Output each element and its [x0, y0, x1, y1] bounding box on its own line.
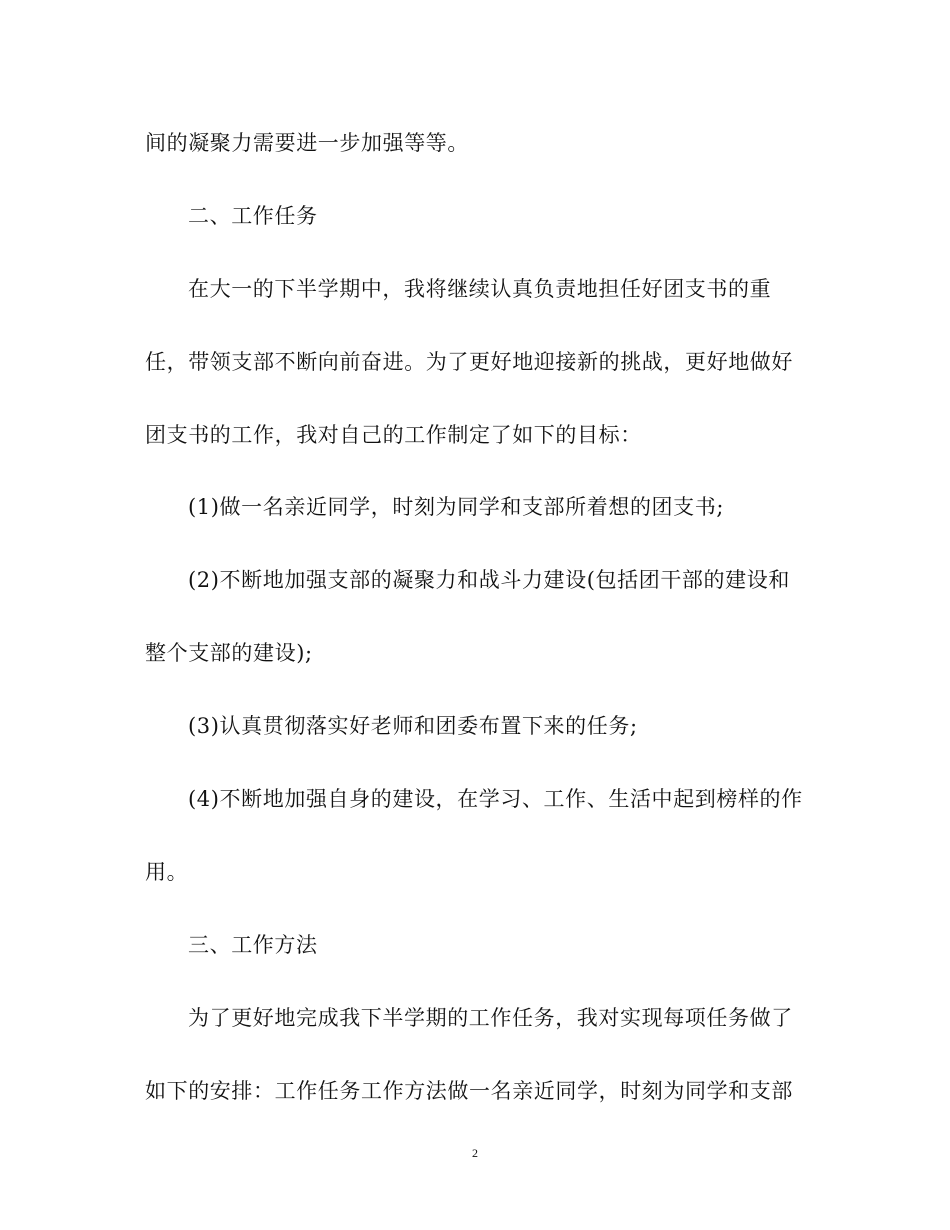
section-heading-methods: 三、工作方法 [188, 932, 318, 957]
goal-item-4: (4)不断地加强自身的建设，在学习、工作、生活中起到榜样的作 [188, 787, 803, 812]
goal-item-1: (1)做一名亲近同学，时刻为同学和支部所着想的团支书; [188, 495, 725, 520]
body-line: 在大一的下半学期中，我将继续认真负责地担任好团支书的重 [188, 276, 772, 301]
goal-item-2: (2)不断地加强支部的凝聚力和战斗力建设(包括团干部的建设和 [188, 568, 790, 593]
body-line: 团支书的工作，我对自己的工作制定了如下的目标： [145, 422, 642, 447]
body-line: 如下的安排：工作任务工作方法做一名亲近同学，时刻为同学和支部 [145, 1078, 793, 1103]
body-line: 任，带领支部不断向前奋进。为了更好地迎接新的挑战，更好地做好 [145, 349, 793, 374]
document-body [145, 118, 810, 1138]
section-heading-tasks: 二、工作任务 [188, 203, 318, 228]
goal-item-2-continued: 整个支部的建设); [145, 641, 313, 666]
page-number: 2 [472, 1146, 478, 1160]
goal-item-3: (3)认真贯彻落实好老师和团委布置下来的任务; [188, 714, 638, 739]
body-line: 间的凝聚力需要进一步加强等等。 [145, 131, 469, 155]
goal-item-4-continued: 用。 [145, 859, 189, 884]
body-line: 为了更好地完成我下半学期的工作任务，我对实现每项任务做了 [188, 1005, 793, 1030]
